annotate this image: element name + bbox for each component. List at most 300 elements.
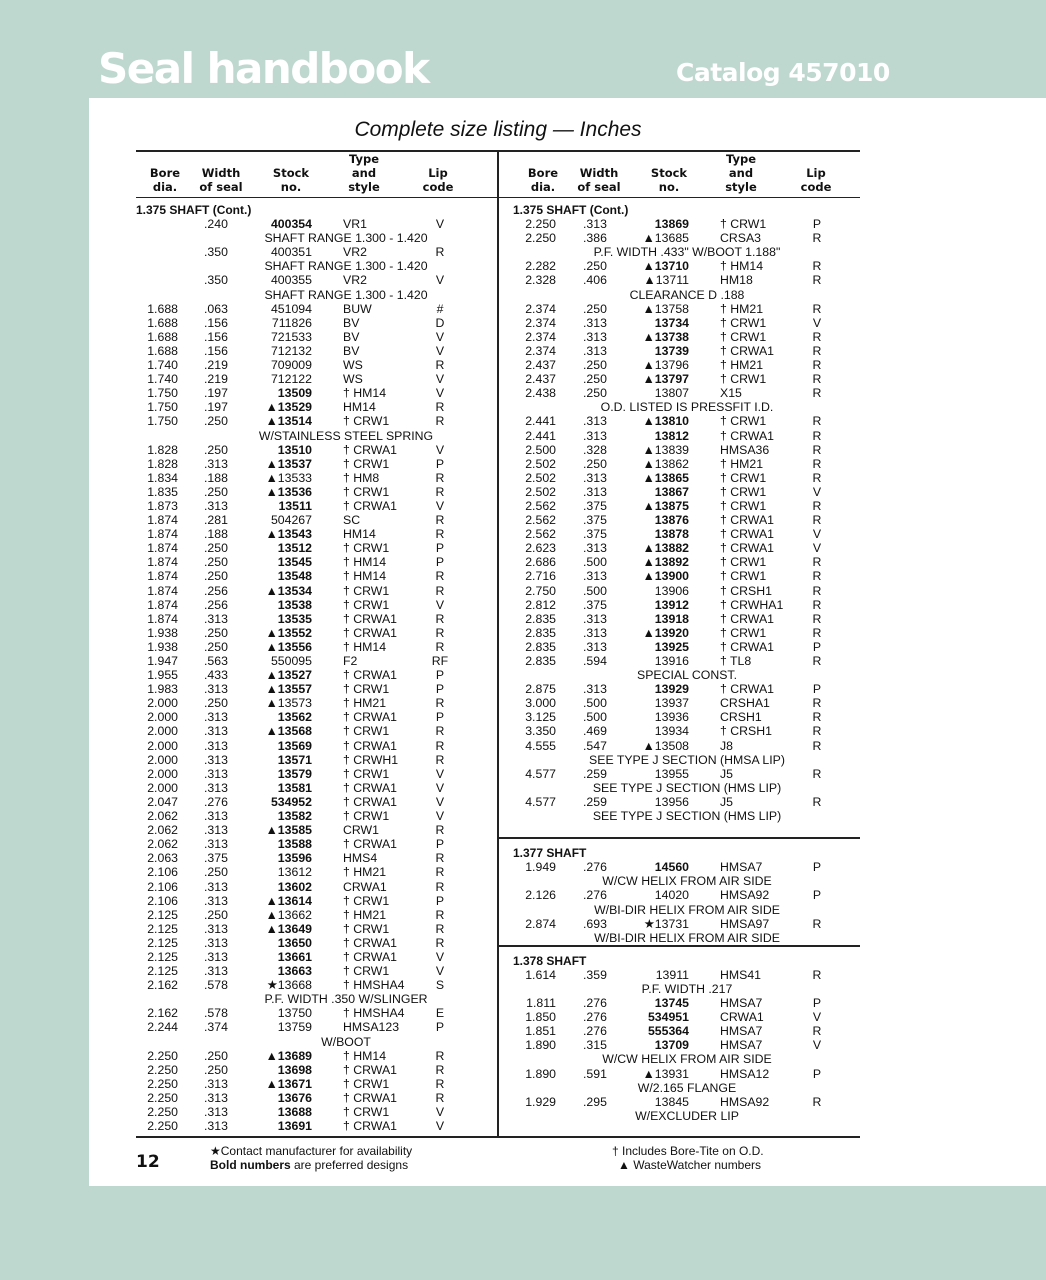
lip-code: R	[812, 569, 822, 584]
type-style: † CRW1	[720, 569, 767, 584]
stock-no: 13956	[654, 794, 689, 809]
bore-dia: 2.441	[525, 414, 556, 429]
lip-code: R	[812, 696, 822, 711]
stock-no: ▲13585	[265, 823, 312, 838]
lip-code: R	[435, 823, 445, 838]
seal-width: .313	[204, 1090, 228, 1105]
stock-no: ▲13796	[642, 358, 689, 373]
lip-code: V	[435, 597, 445, 612]
lip-code: R	[435, 921, 445, 936]
type-style: † HM14	[720, 259, 764, 274]
lip-code: P	[435, 541, 445, 556]
seal-width: .313	[204, 879, 228, 894]
bore-dia: 2.562	[525, 527, 556, 542]
type-style: CRSH1	[720, 710, 762, 725]
stock-no: ★13668	[266, 978, 312, 993]
type-style: † HMSHA4	[343, 978, 405, 993]
column-header	[701, 152, 781, 194]
lip-code: R	[812, 329, 822, 344]
row-note	[513, 245, 860, 259]
row-note	[136, 231, 496, 245]
seal-width: .156	[204, 343, 228, 358]
seal-width: .374	[204, 1020, 228, 1035]
bore-dia: 2.437	[525, 372, 556, 387]
table-row	[513, 682, 860, 696]
row-note-text: SHAFT RANGE 1.300 - 1.420	[264, 231, 428, 246]
stock-no: ▲13685	[642, 231, 689, 246]
type-style: † HM14	[343, 639, 387, 654]
seal-width: .313	[583, 625, 607, 640]
bore-dia: 2.502	[525, 484, 556, 499]
lip-code: V	[435, 217, 445, 232]
seal-width: .313	[204, 1119, 228, 1134]
lip-code: V	[435, 1119, 445, 1134]
table-row	[513, 710, 860, 724]
bore-dia: 2.000	[147, 710, 178, 725]
stock-no: 712132	[270, 343, 312, 358]
stock-no: ▲13557	[265, 682, 312, 697]
lip-code: R	[812, 654, 822, 668]
type-style: † CRWA1	[343, 1090, 397, 1105]
stock-no: 13955	[654, 766, 689, 781]
table-row	[513, 499, 860, 513]
table-row	[136, 1063, 496, 1077]
bore-dia: 2.244	[147, 1020, 178, 1035]
seal-width: .276	[583, 888, 607, 903]
table-row	[513, 443, 860, 457]
table-row	[136, 1077, 496, 1091]
seal-width: .313	[204, 964, 228, 979]
stock-no: 13545	[277, 555, 312, 570]
spacer	[513, 823, 860, 837]
stock-no: 13845	[654, 1094, 689, 1109]
lip-code: R	[812, 625, 822, 640]
stock-no: 555364	[647, 1024, 689, 1039]
lip-code: R	[435, 470, 445, 485]
row-note	[513, 753, 860, 767]
lip-code: R	[435, 738, 445, 753]
lip-code: R	[435, 611, 445, 626]
type-style: † CRW1	[720, 414, 767, 429]
bore-dia: 2.250	[147, 1090, 178, 1105]
table-row	[136, 541, 496, 555]
stock-no: 13925	[654, 639, 689, 654]
stock-no: ▲13536	[265, 484, 312, 499]
table-row	[513, 358, 860, 372]
bore-dia: 1.835	[147, 484, 178, 499]
lip-code: R	[435, 484, 445, 499]
row-note-text: P.F. WIDTH .433" W/BOOT 1.188"	[593, 245, 781, 260]
bore-dia: 2.835	[525, 625, 556, 640]
stock-no: 400354	[270, 217, 312, 232]
column-header-line: Bore	[527, 166, 559, 180]
lip-code: R	[435, 358, 445, 373]
bore-dia: 2.162	[147, 978, 178, 993]
table-row	[136, 302, 496, 316]
seal-width: .313	[583, 329, 607, 344]
footnote-availability: Contact manufacturer for availability	[220, 1144, 413, 1158]
stock-no: 13937	[654, 696, 689, 711]
column-header-line: of seal	[199, 180, 243, 194]
type-style: WS	[343, 372, 363, 387]
bore-dia: 2.062	[147, 823, 178, 838]
column-header-line: Type	[725, 152, 756, 166]
lip-code: P	[812, 1066, 822, 1081]
column-header-line: Lip	[428, 166, 448, 180]
stock-no: 14560	[654, 860, 689, 875]
type-style: † HM21	[343, 907, 387, 922]
type-style: VR1	[343, 217, 367, 232]
type-style: † CRWA1	[343, 949, 397, 964]
bore-dia: 2.562	[525, 513, 556, 528]
row-note-text: SPECIAL CONST.	[637, 668, 737, 683]
seal-width: .313	[204, 949, 228, 964]
type-style: † CRW1	[343, 964, 390, 979]
seal-width: .197	[204, 386, 228, 401]
table-row	[136, 837, 496, 851]
bore-dia: 1.955	[147, 668, 178, 683]
table-row	[136, 964, 496, 978]
table-row	[136, 880, 496, 894]
stock-no: 13571	[277, 752, 312, 767]
table-row	[513, 569, 860, 583]
stock-no: 13867	[654, 484, 689, 499]
type-style: HMSA7	[720, 1024, 763, 1039]
lip-code: R	[812, 273, 822, 288]
lip-code: R	[812, 710, 822, 725]
seal-width: .188	[204, 470, 228, 485]
seal-width: .375	[583, 498, 607, 513]
table-row	[513, 555, 860, 569]
stock-no: 13512	[277, 541, 312, 556]
type-style: † CRW1	[720, 470, 767, 485]
stock-no: 13745	[654, 996, 689, 1011]
seal-width: .313	[583, 541, 607, 556]
stock-no: 13509	[277, 386, 312, 401]
seal-width: .469	[583, 724, 607, 739]
stock-no: ▲13552	[265, 625, 312, 640]
column-header-line	[559, 152, 639, 166]
type-style: † HM8	[343, 470, 380, 485]
type-style: † CRW1	[720, 555, 767, 570]
type-style: HMSA92	[720, 1094, 770, 1109]
type-style: † CRSH1	[720, 724, 772, 739]
stock-no: 13510	[277, 442, 312, 457]
type-style: † CRW1	[343, 921, 390, 936]
table-row	[136, 1049, 496, 1063]
seal-width: .578	[204, 1006, 228, 1021]
type-style: CRWA1	[720, 1010, 764, 1025]
seal-width: .256	[204, 583, 228, 598]
bore-dia: 1.740	[147, 372, 178, 387]
stock-no: 13934	[654, 724, 689, 739]
table-row	[136, 978, 496, 992]
stock-no: ▲13865	[642, 470, 689, 485]
seal-width: .313	[204, 752, 228, 767]
stock-no: 709009	[270, 358, 312, 373]
type-style: CRWA1	[343, 879, 387, 894]
table-row	[513, 1010, 860, 1024]
seal-width: .313	[583, 682, 607, 697]
type-style: † CRWA1	[343, 668, 397, 683]
lip-code: R	[812, 794, 822, 809]
bore-dia: 2.250	[147, 1062, 178, 1077]
table-row	[136, 696, 496, 710]
table-row	[136, 724, 496, 738]
column-header-line: no.	[280, 180, 302, 194]
page-subtitle: Complete size listing — Inches	[354, 118, 642, 141]
stock-no: ▲13710	[642, 259, 689, 274]
table-row	[136, 612, 496, 626]
lip-code: V	[812, 315, 822, 330]
seal-width: .386	[583, 231, 607, 246]
type-style: HMSA7	[720, 996, 763, 1011]
bore-dia: 1.688	[147, 343, 178, 358]
column-header	[251, 152, 331, 194]
table-row	[136, 682, 496, 696]
lip-code: P	[435, 837, 445, 852]
column-header-line: style	[725, 180, 757, 194]
stock-no: 13663	[277, 964, 312, 979]
bore-dia: 2.812	[525, 597, 556, 612]
type-style: † CRWA1	[720, 611, 774, 626]
seal-width: .250	[204, 1048, 228, 1063]
bore-dia: 1.750	[147, 414, 178, 429]
lip-code: R	[812, 372, 822, 387]
table-row	[136, 569, 496, 583]
seal-width: .313	[204, 1076, 228, 1091]
stock-no: 13916	[654, 654, 689, 668]
bore-dia: 2.125	[147, 921, 178, 936]
column-header-line: Width	[579, 166, 619, 180]
table-row	[136, 1006, 496, 1020]
table-row	[513, 541, 860, 555]
bore-dia: 1.874	[147, 583, 178, 598]
table-row	[136, 245, 496, 259]
seal-width: .250	[583, 372, 607, 387]
lip-code: R	[435, 245, 445, 260]
seal-width: .500	[583, 583, 607, 598]
table-row	[513, 584, 860, 598]
bore-dia: 1.874	[147, 569, 178, 584]
type-style: † CRW1	[343, 766, 390, 781]
bore-dia: 3.125	[525, 710, 556, 725]
seal-width: .578	[204, 978, 228, 993]
stock-no: ★13731	[643, 916, 689, 931]
seal-width: .276	[583, 1024, 607, 1039]
table-row	[136, 640, 496, 654]
stock-no: 13535	[277, 611, 312, 626]
stock-no: 13691	[277, 1119, 312, 1134]
type-style: BV	[343, 343, 360, 358]
stock-no: 13569	[277, 738, 312, 753]
bore-dia: 2.125	[147, 935, 178, 950]
stock-no: 13807	[654, 386, 689, 401]
column-header-line: dia.	[530, 180, 556, 194]
lip-code: R	[812, 513, 822, 528]
seal-width: .313	[204, 710, 228, 725]
seal-width: .250	[583, 386, 607, 401]
table-row	[513, 457, 860, 471]
seal-width: .563	[204, 654, 228, 668]
column-header-line	[251, 152, 331, 166]
column-header-line: Bore	[149, 166, 181, 180]
seal-width: .313	[204, 809, 228, 824]
seal-width: .350	[204, 245, 228, 260]
table-row	[136, 485, 496, 499]
seal-width: .313	[204, 682, 228, 697]
stock-no: 13612	[277, 865, 312, 880]
row-note-text: SEE TYPE J SECTION (HMS LIP)	[592, 809, 782, 824]
type-style: † CRW1	[343, 893, 390, 908]
stock-no: 13876	[654, 513, 689, 528]
table-row	[513, 598, 860, 612]
type-style: VR2	[343, 245, 367, 260]
bore-dia: 2.000	[147, 724, 178, 739]
table-row	[136, 316, 496, 330]
section-heading-text: 1.378 SHAFT	[513, 953, 587, 968]
section-divider	[498, 945, 860, 947]
lip-code: P	[812, 996, 822, 1011]
type-style: † CRWA1	[720, 541, 774, 556]
type-style: HM14	[343, 527, 376, 542]
bore-dia: 2.000	[147, 752, 178, 767]
lip-code: R	[812, 597, 822, 612]
footnote-boretite: † Includes Bore-Tite on O.D.	[612, 1144, 764, 1158]
bore-dia: 2.835	[525, 654, 556, 668]
stock-no: ▲13508	[642, 738, 689, 753]
seal-width: .350	[204, 273, 228, 288]
stock-no: ▲13892	[642, 555, 689, 570]
lip-code: P	[435, 668, 445, 683]
bore-dia: 2.000	[147, 766, 178, 781]
table-row	[136, 471, 496, 485]
seal-width: .500	[583, 555, 607, 570]
seal-width: .250	[204, 625, 228, 640]
stock-no: 13548	[277, 569, 312, 584]
type-style: HMSA36	[720, 442, 770, 457]
lip-code: P	[435, 893, 445, 908]
type-style: † CRWA1	[343, 935, 397, 950]
lip-code: R	[435, 625, 445, 640]
row-note-text: W/CW HELIX FROM AIR SIDE	[602, 1052, 772, 1067]
stock-no: 13869	[654, 217, 689, 232]
seal-width: .313	[204, 766, 228, 781]
row-note	[513, 400, 860, 414]
table-row	[136, 1105, 496, 1119]
table-row	[513, 414, 860, 428]
bore-dia: 2.125	[147, 949, 178, 964]
bore-dia: 2.250	[147, 1076, 178, 1091]
table-row	[136, 894, 496, 908]
bore-dia: 1.811	[526, 996, 556, 1011]
type-style: † CRWA1	[343, 710, 397, 725]
stock-no: ▲13514	[265, 414, 312, 429]
table-row	[513, 259, 860, 273]
lip-code: P	[812, 860, 822, 875]
type-style: † HM21	[343, 865, 387, 880]
seal-width: .313	[583, 611, 607, 626]
table-row	[513, 795, 860, 809]
type-style: † HM21	[720, 358, 764, 373]
column-header-line: dia.	[152, 180, 178, 194]
seal-width: .259	[583, 794, 607, 809]
seal-width: .313	[204, 823, 228, 838]
seal-width: .250	[204, 414, 228, 429]
lip-code: R	[435, 879, 445, 894]
bore-dia: 1.938	[147, 639, 178, 654]
lip-code: R	[435, 907, 445, 922]
stock-no: 13602	[277, 879, 312, 894]
lip-code: R	[812, 428, 822, 443]
type-style: † CRWA1	[343, 498, 397, 513]
type-style: † CRW1	[343, 1105, 390, 1119]
stock-no: 13538	[277, 597, 312, 612]
handbook-title: Seal handbook	[98, 44, 429, 93]
bore-dia: 2.047	[147, 794, 178, 809]
column-header	[324, 152, 404, 194]
lip-code: R	[435, 1076, 445, 1091]
lip-code: R	[435, 1090, 445, 1105]
table-row	[136, 865, 496, 879]
bore-dia: 2.125	[147, 907, 178, 922]
type-style: † HM14	[343, 555, 387, 570]
seal-width: .313	[583, 428, 607, 443]
table-row	[513, 724, 860, 738]
table-row	[513, 372, 860, 386]
type-style: BV	[343, 329, 360, 344]
lip-code: R	[812, 259, 822, 274]
type-style: † HM14	[343, 386, 387, 401]
stock-no: 504267	[270, 513, 312, 528]
row-note	[513, 288, 860, 302]
type-style: † CRWA1	[720, 527, 774, 542]
bore-dia: 2.686	[525, 555, 556, 570]
row-note-text: W/STAINLESS STEEL SPRING	[258, 428, 434, 443]
lip-code: V	[435, 964, 445, 979]
table-row	[513, 1095, 860, 1109]
seal-width: .500	[583, 710, 607, 725]
bore-dia: 2.000	[147, 696, 178, 711]
lip-code: V	[435, 329, 445, 344]
type-style: † CRW1	[343, 484, 390, 499]
lip-code: E	[435, 1006, 445, 1021]
row-note-text: SHAFT RANGE 1.300 - 1.420	[264, 259, 428, 274]
seal-width: .313	[583, 484, 607, 499]
lip-code: V	[435, 766, 445, 781]
stock-no: ▲13533	[265, 470, 312, 485]
row-note	[513, 781, 860, 795]
bore-dia: 2.875	[525, 682, 556, 697]
lip-code: R	[812, 498, 822, 513]
bore-dia: 1.750	[147, 400, 178, 415]
table-row	[136, 584, 496, 598]
row-note	[136, 259, 496, 273]
seal-width: .250	[204, 569, 228, 584]
stock-no: 550095	[270, 654, 312, 668]
stock-no: 13511	[278, 498, 312, 513]
bore-dia: 1.890	[525, 1066, 556, 1081]
seal-width: .250	[204, 907, 228, 922]
stock-no: 13918	[654, 611, 689, 626]
seal-width: .250	[583, 358, 607, 373]
seal-width: .313	[204, 1105, 228, 1119]
bore-dia: 1.850	[525, 1010, 556, 1025]
lip-code: V	[435, 343, 445, 358]
table-row	[136, 851, 496, 865]
column-header-line: Type	[348, 152, 379, 166]
stock-no: 13698	[277, 1062, 312, 1077]
